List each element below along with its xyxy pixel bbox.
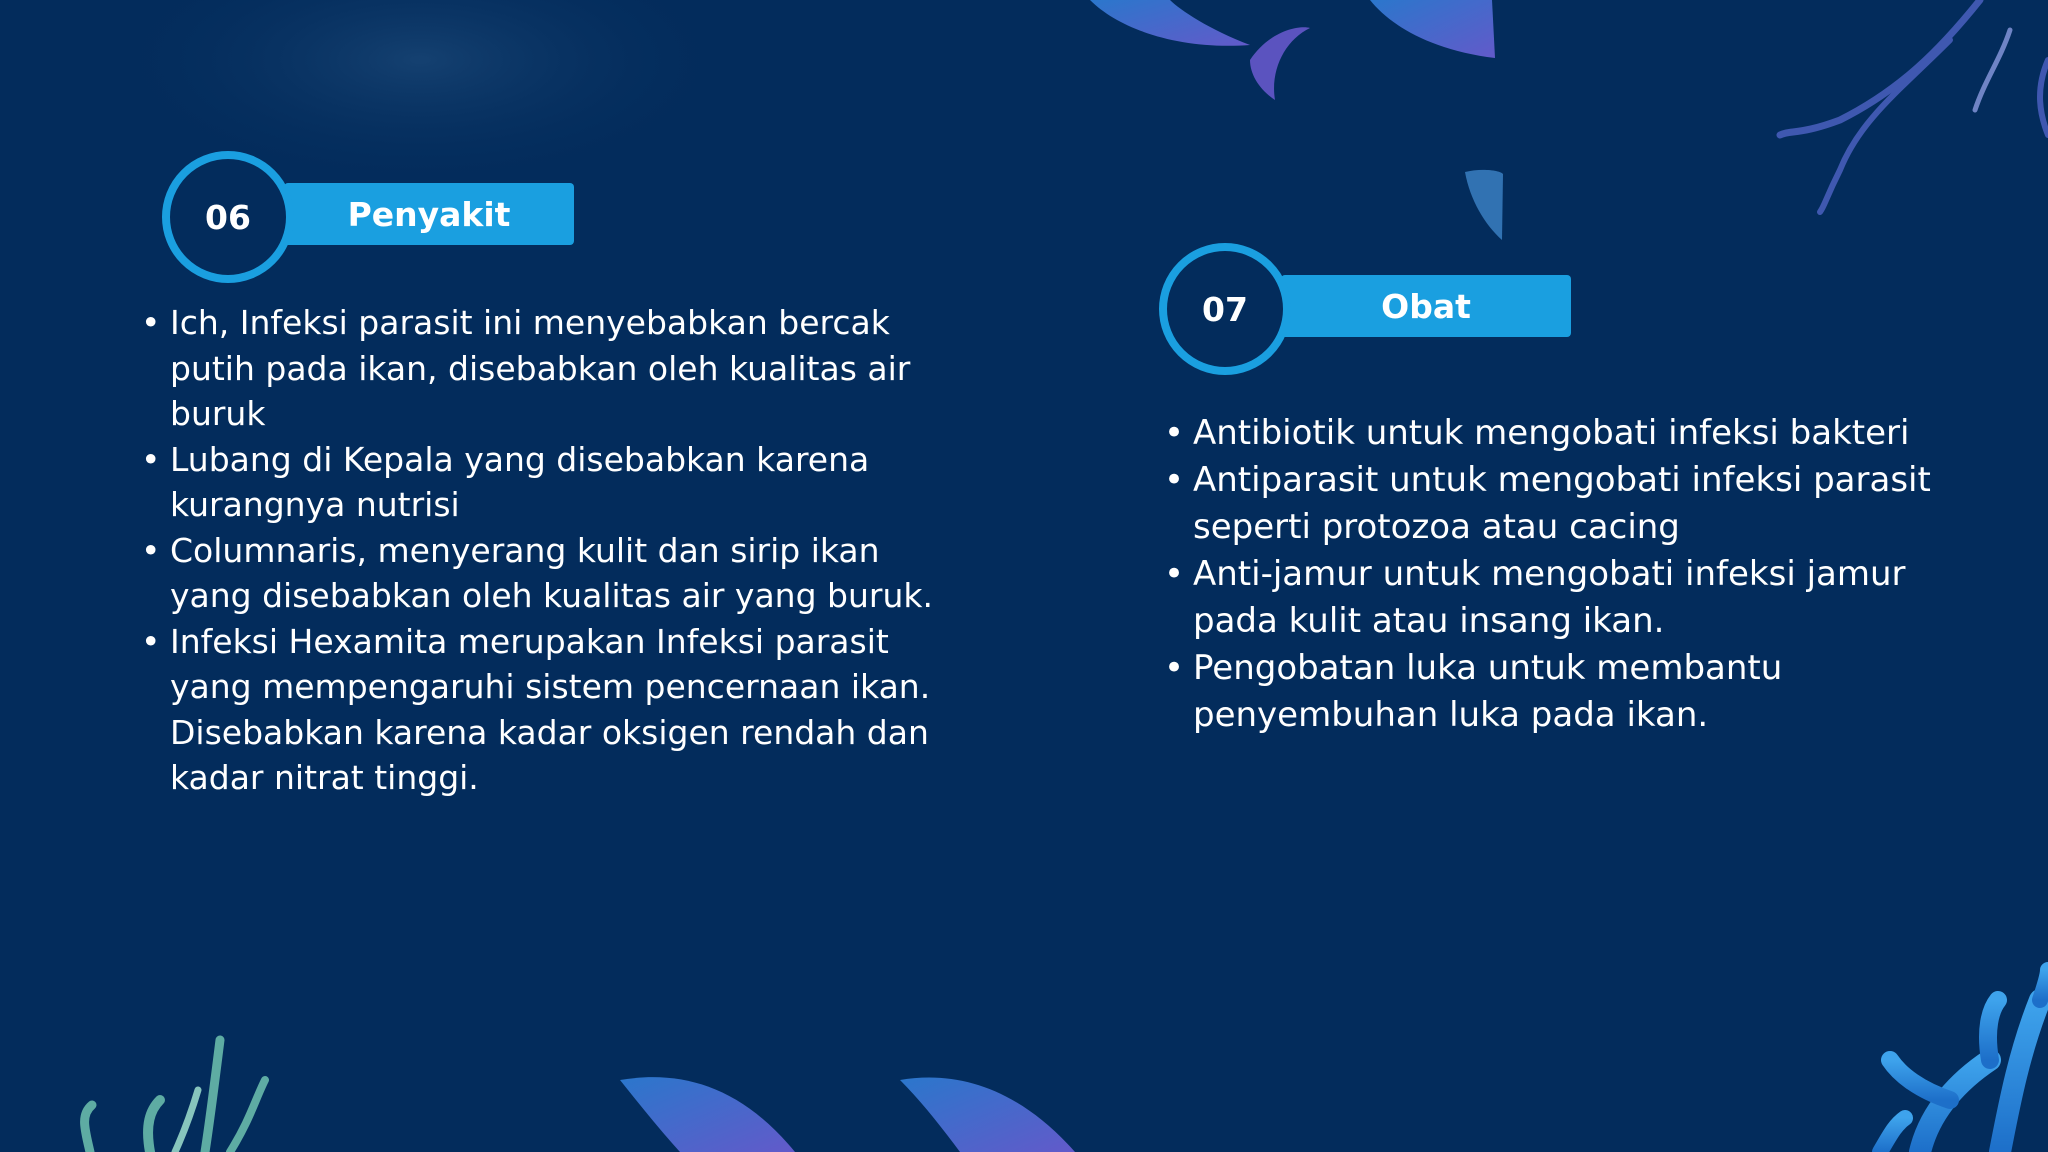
penyakit-title-bar [284,183,574,245]
list-item: • Pengobatan luka untuk membantu penyembuhan luka pada ikan. [1164,645,1984,739]
list-item: • Anti-jamur untuk mengobati infeksi jamur pada kulit atau insang ikan. [1164,551,1984,645]
fish-bottom-decoration [620,1077,1075,1152]
list-item: • Antibiotik untuk mengobati infeksi bakteri [1164,410,1984,457]
obat-number: 07 [1202,289,1248,329]
list-item: • Infeksi Hexamita merupakan Infeksi parasit yang mempengaruhi sistem pencernaan ikan. Disebabkan karena kadar oksigen rendah dan kadar nitrat tinggi. [141,619,941,801]
obat-title-bar [1281,275,1571,337]
fish-top-decoration [1090,0,1503,240]
obat-number-badge [1159,243,1291,375]
penyakit-list [141,300,941,801]
penyakit-number: 06 [205,197,251,237]
list-item: • Ich, Infeksi parasit ini menyebabkan bercak putih pada ikan, disebabkan oleh kualitas air buruk [141,300,941,437]
penyakit-title: Penyakit [347,194,511,234]
seaweed-bottom-left [85,1040,265,1152]
obat-list [1164,410,1984,739]
list-item: • Lubang di Kepala yang disebabkan karena kurangnya nutrisi [141,437,941,528]
coral-bottom-right [1880,970,2048,1152]
list-item: • Columnaris, menyerang kulit dan sirip ikan yang disebabkan oleh kualitas air yang buruk. [141,528,941,619]
obat-title: Obat [1381,286,1471,326]
seaweed-top-right [1780,0,2048,212]
list-item: • Antiparasit untuk mengobati infeksi parasit seperti protozoa atau cacing [1164,457,1984,551]
penyakit-number-badge [162,151,294,283]
